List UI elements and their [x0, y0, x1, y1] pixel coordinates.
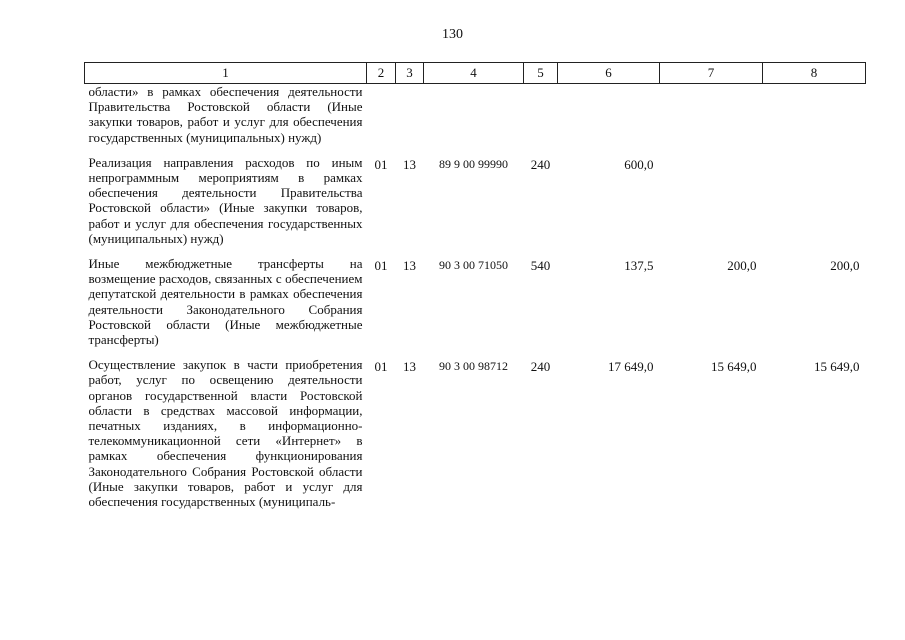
row-section-code: 01 — [374, 156, 388, 172]
row-expense-type: 540 — [530, 258, 551, 274]
row-subsection-code: 13 — [403, 156, 416, 172]
column-header-5: 5 — [524, 63, 558, 84]
row-amount-1 — [558, 84, 660, 155]
column-header-4: 4 — [424, 63, 524, 84]
table-row — [85, 84, 866, 155]
row-amount-2: 15 649,0 — [711, 359, 757, 375]
row-amount-2 — [660, 155, 763, 256]
row-description: области» в рамках обеспечения деятельности Правительства Ростовской области (Иные закупки товаров, работ и услуг для обеспечения государственных (муниципальных) нужд) — [88, 84, 363, 145]
row-subsection-code: 13 — [403, 359, 416, 375]
row-amount-3: 15 649,0 — [814, 359, 860, 375]
budget-table — [84, 62, 866, 519]
row-amount-3 — [763, 84, 866, 155]
row-section-code: 01 — [374, 258, 388, 274]
row-amount-2: 200,0 — [727, 258, 757, 274]
row-subsection-code: 13 — [403, 258, 416, 274]
row-amount-1: 17 649,0 — [608, 359, 654, 375]
row-amount-1: 600,0 — [624, 156, 654, 172]
row-amount-1: 137,5 — [624, 258, 654, 274]
row-subsection-code — [396, 84, 424, 155]
row-expense-type: 240 — [530, 359, 551, 375]
row-section-code: 01 — [374, 359, 388, 375]
header-row — [85, 63, 866, 84]
row-description: Иные межбюджетные трансферты на возмещение расходов, связанных с обеспечением депутатской деятельности в рамках обеспечения деятельности Законодательного Собрания Ростовской области (Иные межбюджетные трансферты) — [88, 256, 363, 348]
row-target-article — [424, 84, 524, 155]
row-section-code — [367, 84, 396, 155]
column-header-3: 3 — [396, 63, 424, 84]
row-amount-3: 200,0 — [830, 258, 860, 274]
row-target-article: 90 3 00 98712 — [439, 359, 508, 374]
row-description: Осуществление закупок в части приобретения работ, услуг по освещению деятельности органов государственной власти Ростовской области в средствах массовой информации, печатных изданиях, в информационно-телекоммуникационной сети «Интернет» в рамках обеспечения функционирования Законодательного Собрания Ростовской области (Иные закупки товаров, работ и услуг для обеспечения государственных (муниципаль- — [88, 357, 363, 510]
row-description: Реализация направления расходов по иным непрограммным мероприятиям в рамках обеспечения деятельности Правительства Ростовской области» (Иные закупки товаров, работ и услуг для обеспечения государственных (муниципальных) нужд) — [88, 154, 363, 246]
row-target-article: 90 3 00 71050 — [439, 258, 508, 273]
table-row — [85, 357, 866, 519]
page-number: 130 — [442, 27, 463, 42]
column-header-8: 8 — [763, 63, 866, 84]
row-amount-2 — [660, 84, 763, 155]
row-expense-type: 240 — [530, 156, 551, 172]
table-row — [85, 256, 866, 357]
row-amount-3 — [763, 155, 866, 256]
row-expense-type — [524, 84, 558, 155]
row-target-article: 89 9 00 99990 — [439, 156, 508, 171]
column-header-1: 1 — [85, 63, 367, 84]
table-row — [85, 155, 866, 256]
column-header-2: 2 — [367, 63, 396, 84]
column-header-6: 6 — [558, 63, 660, 84]
column-header-7: 7 — [660, 63, 763, 84]
